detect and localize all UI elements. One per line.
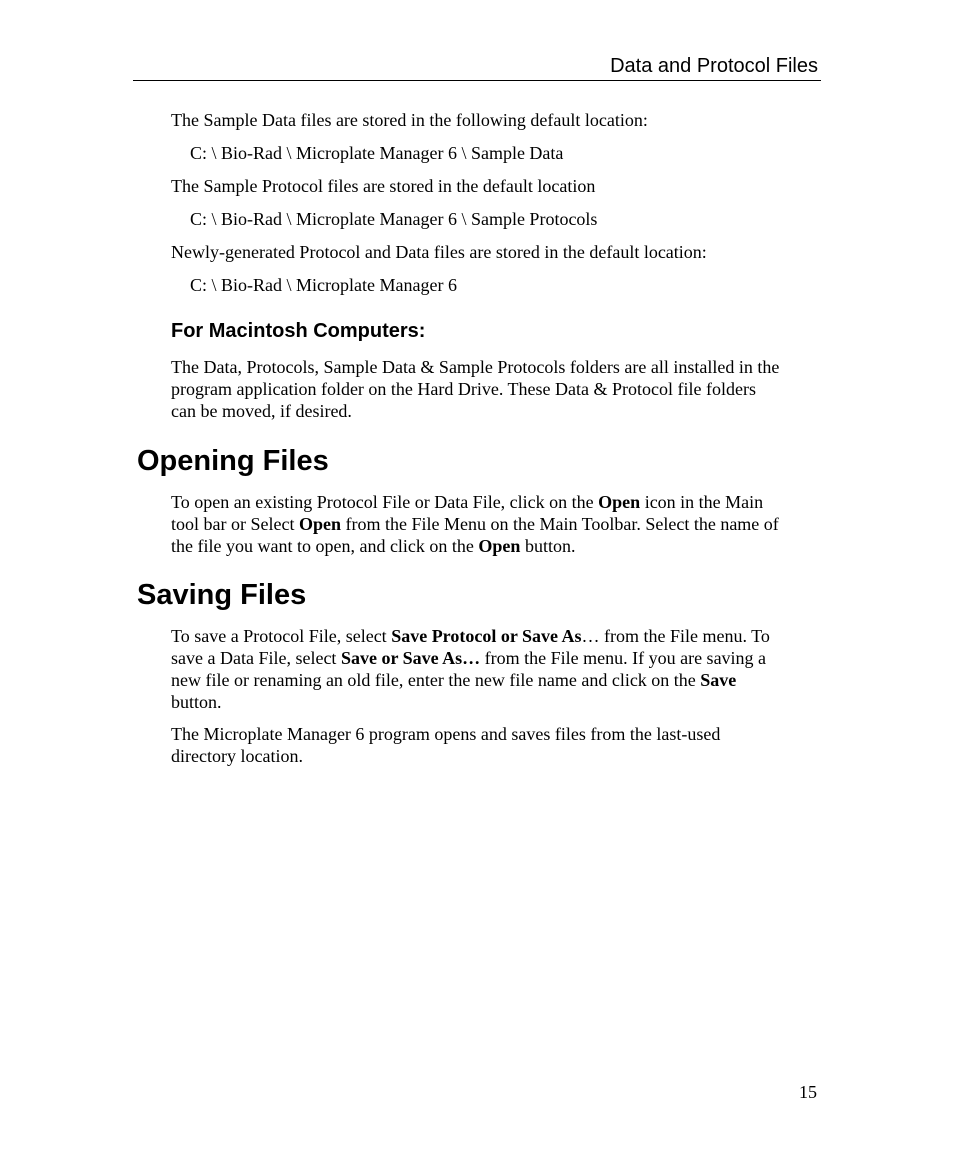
- saving-line: directory location.: [171, 746, 303, 766]
- saving-paragraph: [171, 625, 821, 713]
- saving-line: new file or renaming an old file, enter the new file name and click on the Save: [171, 670, 737, 690]
- saving-files-heading: Saving Files: [137, 579, 307, 611]
- new-files-location-text: Newly-generated Protocol and Data files are stored in the default location:: [171, 242, 707, 262]
- mac-paragraph: [171, 356, 821, 422]
- saving-line: button.: [171, 692, 222, 712]
- sample-protocol-location-text: The Sample Protocol files are stored in the default location: [171, 176, 596, 196]
- page-number: 15: [799, 1082, 817, 1102]
- save-protocol-term: Save Protocol or Save As: [391, 626, 582, 646]
- header-title: Data and Protocol Files: [610, 55, 818, 77]
- opening-files-heading: Opening Files: [137, 445, 329, 477]
- sample-data-location-text: The Sample Data files are stored in the following default location:: [171, 110, 648, 130]
- save-term: Save or Save As…: [340, 648, 481, 668]
- mac-line: program application folder on the Hard Drive. These Data & Protocol file folders: [171, 379, 756, 399]
- opening-line: the file you want to open, and click on the Open button.: [171, 536, 576, 556]
- mac-line: The Data, Protocols, Sample Data & Sample Protocols folders are all installed in the: [171, 357, 780, 377]
- opening-line: tool bar or Select Open from the File Menu on the Main Toolbar. Select the name of: [171, 514, 779, 534]
- open-term: Open: [298, 514, 341, 534]
- sample-protocol-path: C: \ Bio-Rad \ Microplate Manager 6 \ Sample Protocols: [190, 209, 598, 229]
- saving-line: The Microplate Manager 6 program opens and saves files from the last-used: [171, 724, 721, 744]
- mac-line: can be moved, if desired.: [171, 401, 352, 421]
- saving-line: save a Data File, select Save or Save As… from the File menu. If you are saving a: [171, 648, 767, 668]
- running-header: [133, 54, 821, 81]
- open-term: Open: [598, 492, 641, 512]
- saving-line: To save a Protocol File, select Save Protocol or Save As… from the File menu. To: [171, 626, 770, 646]
- opening-paragraph: [171, 491, 821, 557]
- save-term: Save: [700, 670, 737, 690]
- last-used-directory-paragraph: [171, 723, 821, 767]
- open-term: Open: [478, 536, 521, 556]
- default-path: C: \ Bio-Rad \ Microplate Manager 6: [190, 275, 457, 295]
- sample-data-path: C: \ Bio-Rad \ Microplate Manager 6 \ Sample Data: [190, 143, 564, 163]
- mac-heading: For Macintosh Computers:: [171, 320, 426, 342]
- opening-line: To open an existing Protocol File or Data File, click on the Open icon in the Main: [171, 492, 764, 512]
